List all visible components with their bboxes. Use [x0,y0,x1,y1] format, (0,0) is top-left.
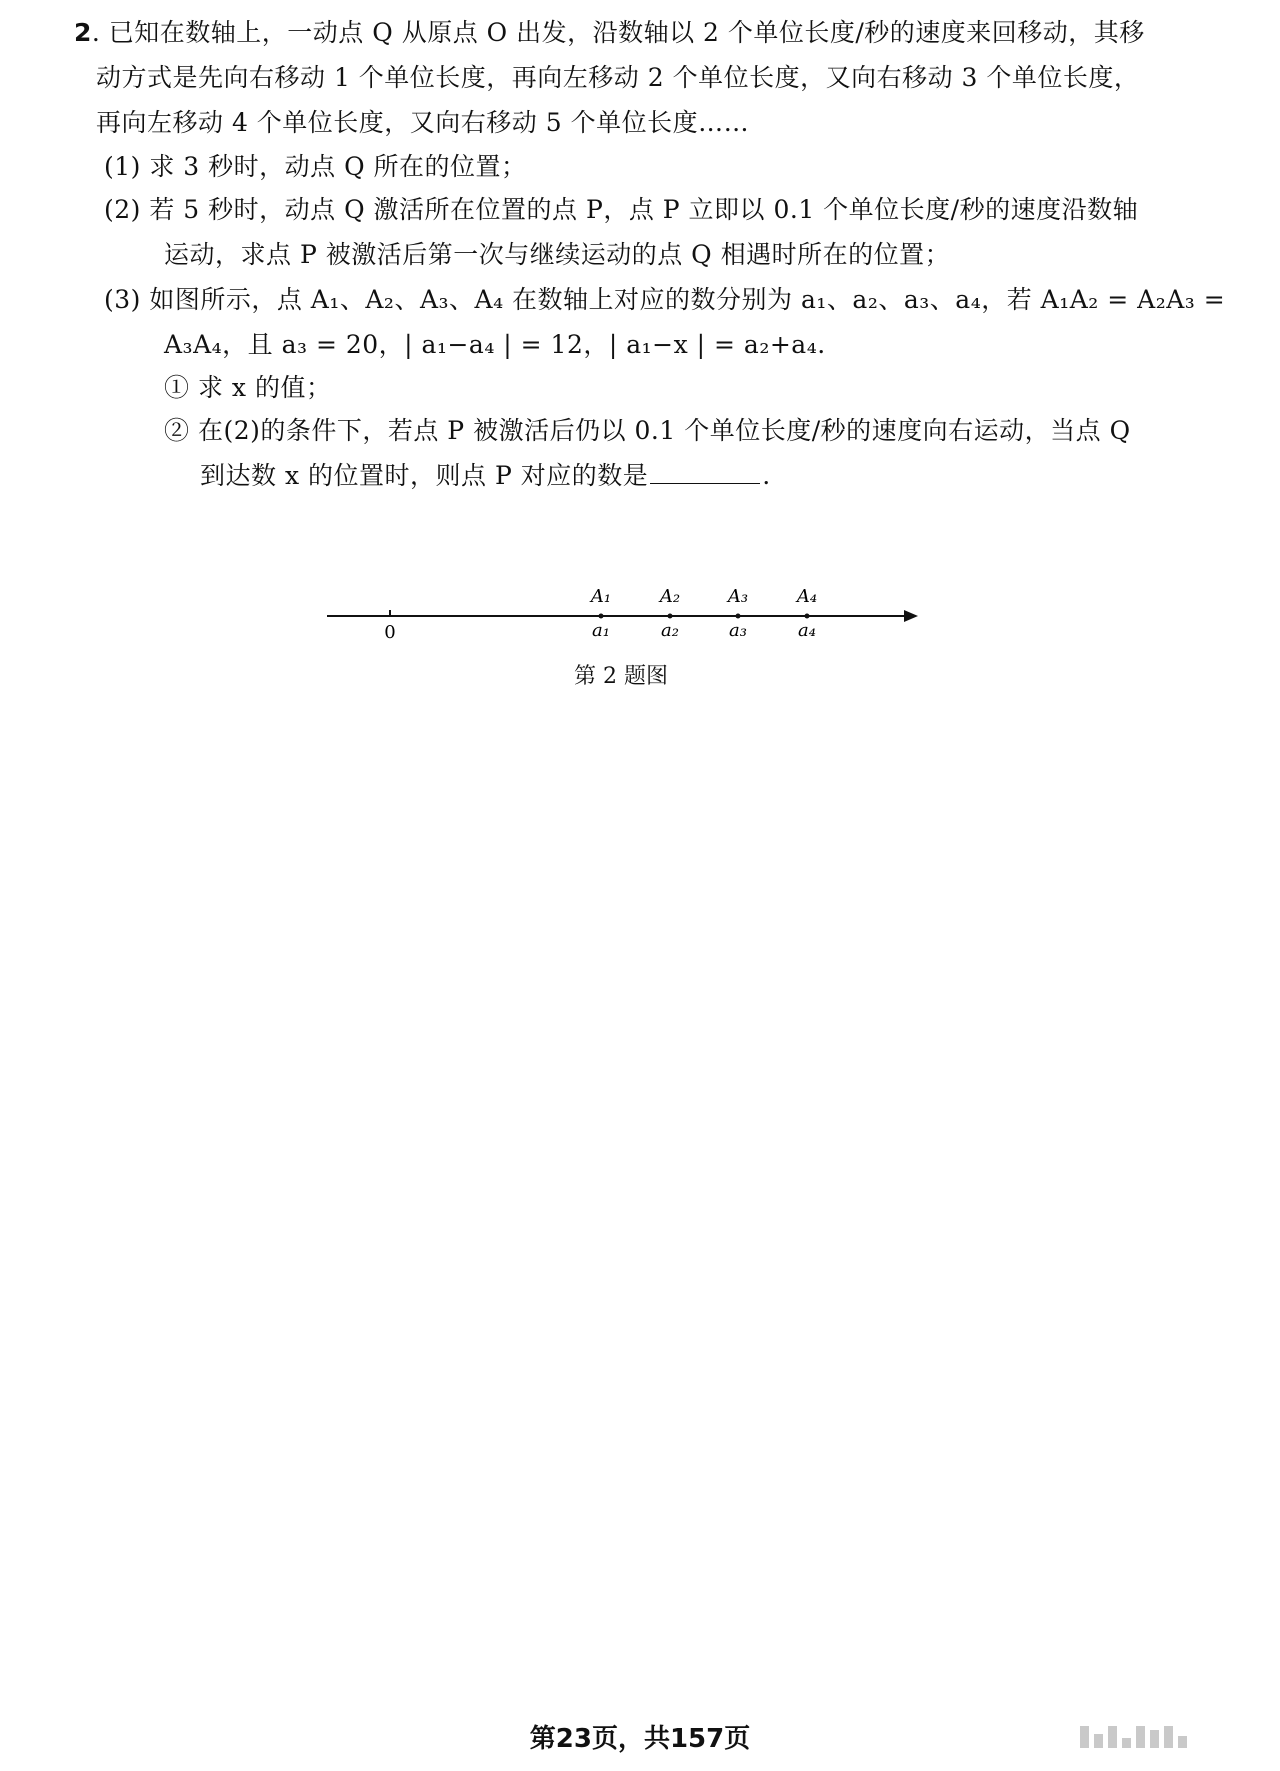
problem-stem-text-1: . 已知在数轴上，一动点 Q 从原点 O 出发，沿数轴以 2 个单位长度/秒的速度来回移动，其移 [91,18,1145,47]
sub-question-2-line-2 [200,459,771,493]
point-a3-dot [736,614,741,619]
axis-arrowhead [904,610,918,622]
sub-question-2-line-1: ② 在(2)的条件下，若点 P 被激活后仍以 0.1 个单位长度/秒的速度向右运动，当点 Q [164,416,1131,445]
watermark-bars [1080,1722,1187,1748]
point-a4-dot [805,614,810,619]
problem-stem-line-3: 再向左移动 4 个单位长度，又向右移动 5 个单位长度…… [96,108,750,137]
point-a1-dot [599,614,604,619]
problem-stem-line-2: 动方式是先向右移动 1 个单位长度，再向左移动 2 个单位长度，又向右移动 3 个单位长度， [96,63,1140,92]
number-line-figure [0,570,1280,670]
part-1: (1) 求 3 秒时，动点 Q 所在的位置； [104,152,527,181]
page-counter: 第23页，共157页 [529,1724,751,1754]
part-3-line-1: (3) 如图所示，点 A₁、A₂、A₃、A₄ 在数轴上对应的数分别为 a₁、a₂、a₃、a₄，若 A₁A₂ = A₂A₃ = [104,285,1226,314]
sub-question-2-text: 到达数 x 的位置时，则点 P 对应的数是 [200,461,649,490]
sub-question-1: ① 求 x 的值； [164,373,332,402]
value-a4-label: a₄ [798,620,816,641]
part-3-line-2: A₃A₄，且 a₃ = 20，| a₁−a₄ | = 12，| a₁−x | = a₂+a₄. [164,330,826,359]
origin-label: 0 [384,622,396,643]
point-A3-label: A₃ [727,586,749,607]
part-2-line-2: 运动，求点 P 被激活后第一次与继续运动的点 Q 相遇时所在的位置； [164,240,951,269]
point-a2-dot [668,614,673,619]
problem-number: 2 [74,18,92,47]
value-a1-label: a₁ [592,620,610,641]
point-A1-label: A₁ [590,586,612,607]
part-2-line-1: (2) 若 5 秒时，动点 Q 激活所在位置的点 P，点 P 立即以 0.1 个单位长度/秒的速度沿数轴 [104,195,1139,224]
answer-blank[interactable] [650,459,760,484]
figure-caption: 第 2 题图 [574,664,668,689]
value-a2-label: a₂ [661,620,679,641]
point-A2-label: A₂ [659,586,681,607]
value-a3-label: a₃ [729,620,747,641]
point-A4-label: A₄ [796,586,818,607]
problem-stem-line-1 [74,16,1145,50]
sub-question-2-end: . [762,461,771,490]
